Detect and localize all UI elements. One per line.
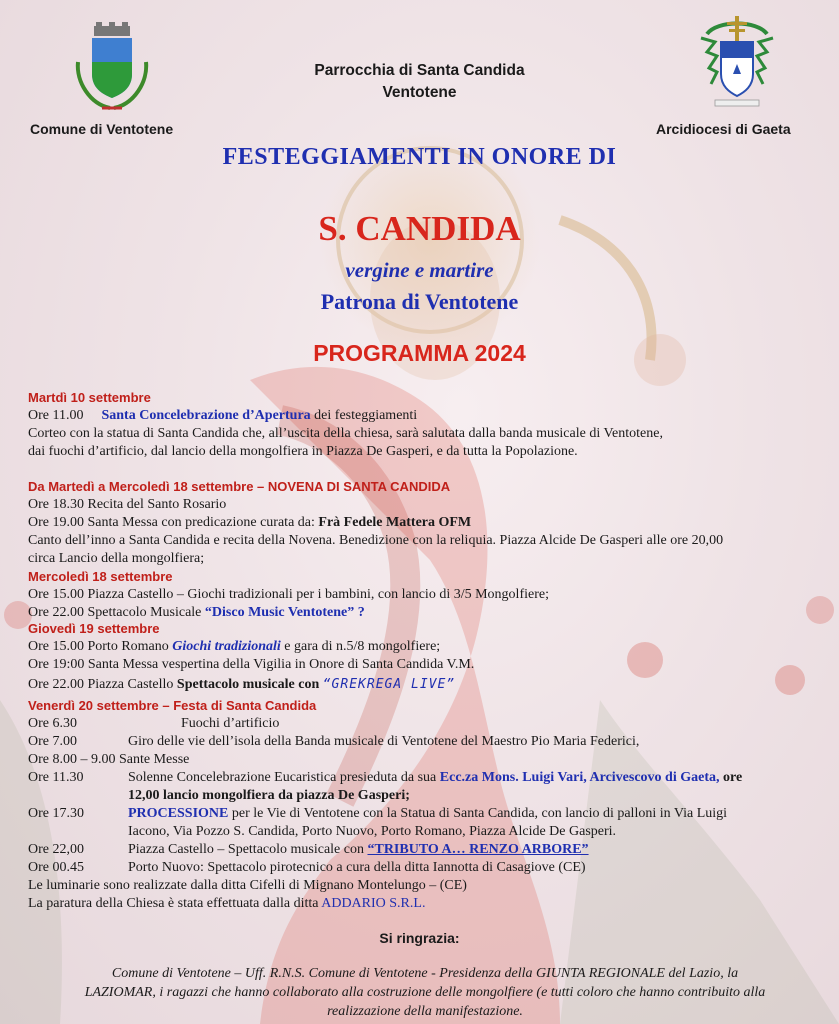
event-title: “TRIBUTO A… RENZO ARBORE” bbox=[367, 842, 589, 857]
schedule-line bbox=[28, 676, 818, 694]
diocesi-label: Arcidiocesi di Gaeta bbox=[656, 121, 791, 137]
saint-name: S. CANDIDA bbox=[318, 209, 521, 248]
event-text: Giro delle vie dell’isola della Banda musicale di Ventotene del Maestro Pio Maria Federici, bbox=[128, 734, 640, 749]
program-title: PROGRAMMA 2024 bbox=[313, 340, 526, 366]
event-text: Solenne Concelebrazione Eucaristica presieduta da sua bbox=[128, 770, 440, 785]
day-heading: Venerdì 20 settembre – Festa di Santa Candida bbox=[28, 698, 317, 713]
schedule-day-1 bbox=[28, 389, 818, 461]
event-text: Ore 19.00 Santa Messa con predicazione curata da: bbox=[28, 515, 319, 530]
event-text: Ore 15.00 Porto Romano bbox=[28, 639, 173, 654]
time: Ore 17.30 bbox=[28, 806, 84, 821]
time: Ore 6.30 bbox=[28, 716, 77, 731]
event-text: per le Vie di Ventotene con la Statua di Santa Candida, con lancio di palloni in Via Luigi bbox=[228, 806, 728, 821]
event-text: ore bbox=[719, 770, 743, 785]
time: Ore 11.00 bbox=[28, 408, 84, 423]
parish-location: Ventotene bbox=[382, 84, 457, 101]
thanks-text bbox=[55, 964, 795, 1021]
schedule-line bbox=[28, 859, 818, 877]
preacher-name: Frà Fedele Mattera OFM bbox=[318, 515, 472, 530]
event-text: Fuochi d’artificio bbox=[181, 716, 280, 731]
event-title: Santa Concelebrazione d’Apertura bbox=[101, 408, 311, 423]
day-heading: Da Martedì a Mercoledì 18 settembre – NOVENA DI SANTA CANDIDA bbox=[28, 479, 451, 494]
schedule-line: circa Lancio della mongolfiera; bbox=[28, 551, 205, 566]
time: Ore 22,00 bbox=[28, 842, 84, 857]
schedule-day-19 bbox=[28, 620, 818, 694]
thanks-line: realizzazione della manifestazione. bbox=[327, 1004, 523, 1019]
thanks-line: Comune di Ventotene – Uff. R.N.S. Comune di Ventotene - Presidenza della GIUNTA REGIONALE del Lazio, la bbox=[111, 966, 739, 981]
schedule-line bbox=[28, 514, 818, 532]
event-text: Spettacolo musicale con bbox=[176, 677, 323, 692]
festivity-heading: FESTEGGIAMENTI IN ONORE DI bbox=[222, 144, 617, 170]
event-title: PROCESSIONE bbox=[128, 806, 229, 821]
schedule-line: Corteo con la statua di Santa Candida che, all’uscita della chiesa, sarà salutata dalla banda musicale di Ventotene, bbox=[28, 426, 663, 441]
event-text: dei festeggiamenti bbox=[310, 408, 418, 423]
thanks-heading: Si ringrazia: bbox=[379, 930, 460, 946]
time: Ore 11.30 bbox=[28, 770, 84, 785]
schedule-day-20-feast bbox=[28, 697, 818, 913]
event-text: Ore 22.00 Spettacolo Musicale bbox=[28, 605, 205, 620]
event-title: “GREKREGA LIVE” bbox=[322, 677, 456, 692]
schedule-line: Ore 15.00 Piazza Castello – Giochi tradizionali per i bambini, con lancio di 3/5 Mongolfiere; bbox=[28, 587, 549, 602]
schedule-line bbox=[28, 407, 818, 425]
schedule-line: Ore 19:00 Santa Messa vespertina della Vigilia in Onore di Santa Candida V.M. bbox=[28, 657, 475, 672]
celebrant-name: Ecc.za Mons. Luigi Vari, Arcivescovo di Gaeta, bbox=[439, 770, 720, 785]
day-heading: Giovedì 19 settembre bbox=[28, 621, 160, 636]
event-title: Giochi tradizionali bbox=[172, 639, 281, 654]
time: Ore 00.45 bbox=[28, 860, 84, 875]
event-text: Piazza Castello – Spettacolo musicale con bbox=[128, 842, 368, 857]
event-text: La paratura della Chiesa è stata effettuata dalla ditta bbox=[28, 896, 322, 911]
schedule-line bbox=[28, 841, 818, 859]
schedule-day-18 bbox=[28, 568, 818, 622]
event-text: Porto Nuovo: Spettacolo pirotecnico a cura della ditta Iannotta di Casagiove (CE) bbox=[128, 860, 586, 875]
schedule-line bbox=[28, 733, 818, 751]
schedule-line: Canto dell’inno a Santa Candida e recita della Novena. Benedizione con la reliquia. Piazza Alcide De Gasperi alle ore 20,00 bbox=[28, 533, 724, 548]
schedule-line: Iacono, Via Pozzo S. Candida, Porto Nuovo, Porto Romano, Piazza Alcide De Gasperi. bbox=[128, 824, 617, 839]
event-text: Ore 22.00 Piazza Castello bbox=[28, 677, 177, 692]
parish-heading bbox=[0, 60, 839, 104]
schedule-line bbox=[28, 895, 818, 913]
schedule-line: Le luminarie sono realizzate dalla ditta Cifelli di Mignano Montelungo – (CE) bbox=[28, 878, 467, 893]
schedule-novena bbox=[28, 478, 818, 568]
thanks-line: LAZIOMAR, i ragazzi che hanno collaborato alla costruzione delle mongolfiere (e tutti coloro che hanno contribuito alla bbox=[84, 985, 766, 1000]
time: Ore 7.00 bbox=[28, 734, 77, 749]
saint-subtitle-patron: Patrona di Ventotene bbox=[320, 289, 519, 314]
schedule-line: 12,00 lancio mongolfiera da piazza De Gasperi; bbox=[128, 788, 410, 803]
comune-label: Comune di Ventotene bbox=[30, 121, 174, 137]
parish-name: Parrocchia di Santa Candida bbox=[314, 62, 525, 79]
schedule-line: Ore 8.00 – 9.00 Sante Messe bbox=[28, 752, 190, 767]
schedule-line bbox=[28, 638, 818, 656]
day-heading: Mercoledì 18 settembre bbox=[28, 569, 173, 584]
day-heading: Martdì 10 settembre bbox=[28, 390, 151, 405]
company-name: ADDARIO S.R.L. bbox=[321, 896, 426, 911]
event-text: e gara di n.5/8 mongolfiere; bbox=[280, 639, 441, 654]
schedule-line bbox=[28, 805, 818, 823]
schedule-line bbox=[28, 715, 818, 733]
schedule-line: Ore 18.30 Recita del Santo Rosario bbox=[28, 497, 227, 512]
schedule-line bbox=[28, 769, 818, 787]
saint-subtitle-virgin-martyr: vergine e martire bbox=[345, 258, 494, 282]
schedule-line: dai fuochi d’artificio, dal lancio della mongolfiera in Piazza De Gasperi, e da tutta la Popolazione. bbox=[28, 444, 578, 459]
event-title: “Disco Music Ventotene” ? bbox=[204, 605, 365, 620]
